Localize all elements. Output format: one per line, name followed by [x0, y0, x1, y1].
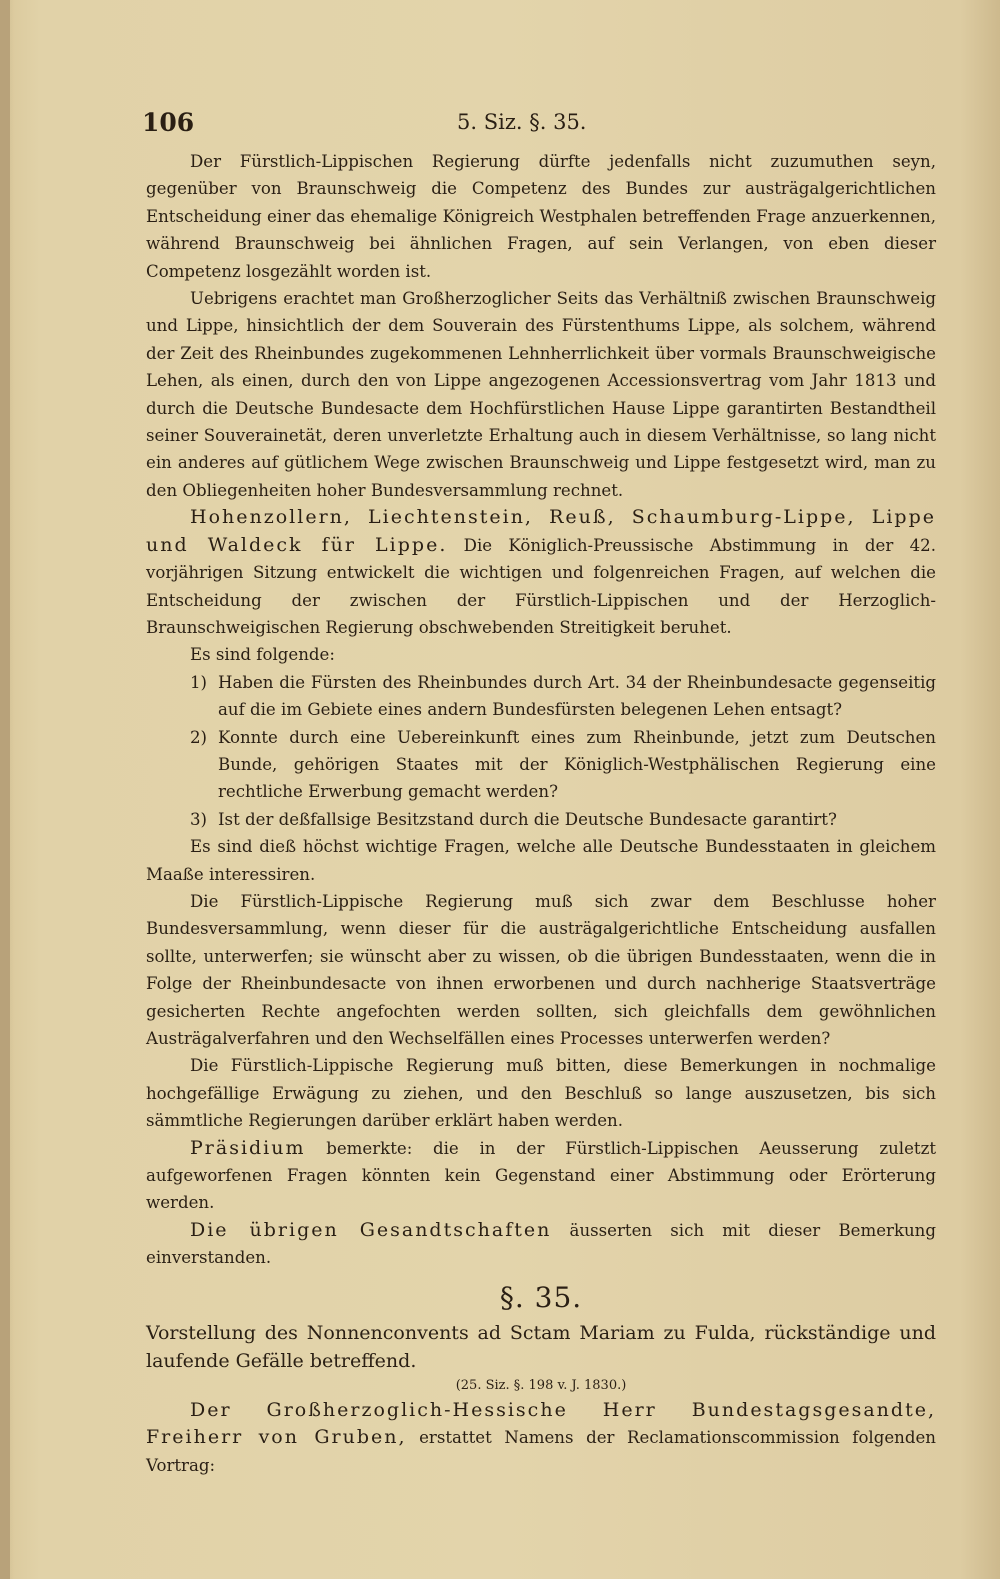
page-edge-shadow — [0, 0, 10, 1579]
list-item-number: 1) — [190, 672, 208, 692]
list-item — [190, 669, 936, 724]
section-heading: §. 35. — [499, 1280, 583, 1314]
paragraph-4: Es sind folgende: — [190, 645, 335, 665]
question-list — [146, 669, 936, 833]
paragraph-5: Es sind dieß höchst wichtige Fragen, welche alle Deutsche Bundesstaaten in gleichem Maaße interessiren. — [146, 837, 936, 884]
paragraph-9-text: äusserten sich mit dieser Bemerkung einverstanden. — [146, 1220, 936, 1268]
section-reference: (25. Siz. §. 198 v. J. 1830.) — [455, 1378, 627, 1394]
envoy-name: Der Großherzoglich-Hessische Herr Bundestagsgesandte, Freiherr von Gruben, — [146, 1399, 936, 1449]
list-item-number: 3) — [190, 809, 208, 829]
paragraph-2: Uebrigens erachtet man Großherzoglicher Seits das Verhältniß zwischen Braunschweig und Lippe, hinsichtlich der dem Souverain des Fürstenthums Lippe, als solchem, während der Zeit des Rheinbundes zugekommenen Lehnherrlichkeit über vormals Braunschweigische Lehen, als einen, durch den von Lippe angezogenen Accessionsvertrag vom Jahr 1813 und durch die Deutsche Bundesacte dem Hochfürstlichen Hause Lippe garantirten Bestandtheil seiner Souverainetät, deren unverletzte Erhaltung auch in diesem Verhältnisse, so lang nicht ein anderes auf gütlichem Wege zwischen Braunschweig und Lippe festgesetzt wird, man zu den Obliegenheiten hoher Bundesversammlung rechnet. — [146, 289, 936, 500]
paragraph-3 — [146, 504, 936, 641]
paragraph-9 — [146, 1217, 936, 1272]
list-item — [190, 724, 936, 806]
page-header — [142, 108, 932, 138]
section-title: Vorstellung des Nonnenconvents ad Sctam Mariam zu Fulda, rückständige und laufende Gefälle betreffend. — [146, 1322, 936, 1373]
list-item-text: Ist der deßfallsige Besitzstand durch die Deutsche Bundesacte garantirt? — [218, 809, 837, 829]
paragraph-6: Die Fürstlich-Lippische Regierung muß sich zwar dem Beschlusse hoher Bundesversammlung, wenn dieser für die austrägalgerichtliche Entscheidung ausfallen sollte, unterwerfen; sie wünscht aber zu wissen, ob die übrigen Bundesstaaten, wenn die in Folge der Rheinbundesacte von ihnen erworbenen und durch nachherige Staatsverträge gesicherten Rechte angefochten werden sollten, sich gleichfalls dem gewöhnlichen Austrägalverfahren und den Wechselfällen eines Processes unterwerfen werden? — [146, 891, 936, 1048]
page-body — [146, 148, 936, 1479]
paragraph-8-text: bemerkte: die in der Fürstlich-Lippischen Aeusserung zuletzt aufgeworfenen Fragen könnten kein Gegenstand einer Abstimmung oder Erörterung werden. — [146, 1138, 936, 1213]
running-head: 5. Siz. §. 35. — [457, 110, 587, 134]
paragraph-3-text: Die Königlich-Preussische Abstimmung in der 42. vorjährigen Sitzung entwickelt die wichtigen und folgenreichen Fragen, auf welchen die Entscheidung der zwischen der Fürstlich-Lippischen und der Herzoglich-Braunschweigischen Regierung obschwebenden Streitigkeit beruhet. — [146, 535, 936, 637]
list-item-text: Konnte durch eine Uebereinkunft eines zum Rheinbunde, jetzt zum Deutschen Bunde, gehörigen Staates mit der Königlich-Westphälischen Regierung eine rechtliche Erwerbung gemacht werden? — [218, 727, 936, 802]
gesandtschaften-label: Die übrigen Gesandtschaften — [190, 1218, 552, 1241]
list-item-number: 2) — [190, 727, 208, 747]
list-item — [190, 806, 936, 833]
praesidium-label: Präsidium — [190, 1136, 306, 1159]
paragraph-8 — [146, 1135, 936, 1217]
paragraph-7: Die Fürstlich-Lippische Regierung muß bitten, diese Bemerkungen in nochmalige hochgefällige Erwägung zu ziehen, und den Beschluß so lange auszusetzen, bis sich sämmtliche Regierungen darüber erklärt haben werden. — [146, 1056, 936, 1131]
page-number: 106 — [142, 108, 195, 137]
section-paragraph-1-text: erstattet Namens der Reclamationscommission folgenden Vortrag: — [146, 1428, 936, 1475]
voting-states-heading: Hohenzollern, Liechtenstein, Reuß, Schaumburg-Lippe, Lippe und Waldeck für Lippe. — [146, 506, 936, 556]
list-item-text: Haben die Fürsten des Rheinbundes durch Art. 34 der Rheinbundesacte gegenseitig auf die im Gebiete eines andern Bundesfürsten belegenen Lehen entsagt? — [218, 672, 936, 720]
section-paragraph-1 — [146, 1397, 936, 1479]
paragraph-1: Der Fürstlich-Lippischen Regierung dürfte jedenfalls nicht zuzumuthen seyn, gegenüber von Braunschweig die Competenz des Bundes zur austrägalgerichtlichen Entscheidung einer das ehemalige Königreich Westphalen betreffenden Frage anzuerkennen, während Braunschweig bei ähnlichen Fragen, auf sein Verlangen, von eben dieser Competenz losgezählt worden ist. — [146, 152, 936, 281]
